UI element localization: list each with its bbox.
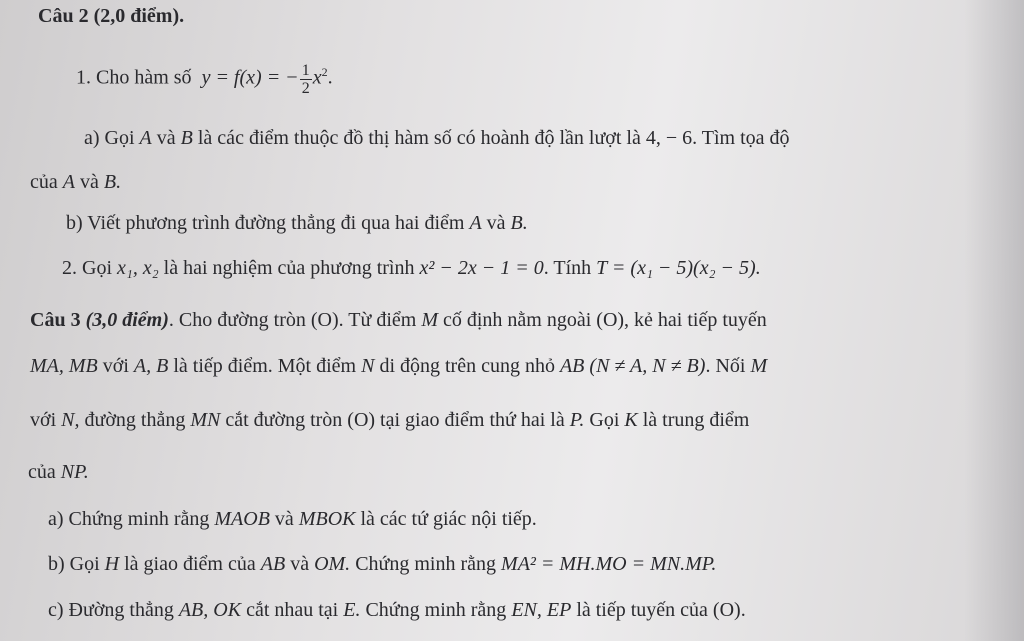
q2-part-1a-continuation: của A và B. xyxy=(30,171,122,193)
q3-part-c: c) Đường thẳng AB, OK cắt nhau tại E. Chứng minh rằng EN, EP là tiếp tuyến của (O). xyxy=(48,599,746,621)
page-edge-shadow xyxy=(964,0,1024,641)
question-3-line-2: MA, MB với A, B là tiếp điểm. Một điểm N di động trên cung nhỏ AB (N ≠ A, N ≠ B). Nối M xyxy=(30,355,768,377)
q2-part-1a: a) Gọi A và B là các điểm thuộc đồ thị hàm số có hoành độ lần lượt là 4, − 6. Tìm tọa độ xyxy=(84,127,790,149)
q2-part-1b: b) Viết phương trình đường thẳng đi qua hai điểm A và B. xyxy=(66,212,528,234)
q3-part-b: b) Gọi H là giao điểm của AB và OM. Chứng minh rằng MA² = MH.MO = MN.MP. xyxy=(48,553,717,575)
q2-part-1: 1. Cho hàm số y = f(x) = − $\frac{1}{2}$ $x^2$. xyxy=(76,61,333,97)
q2-part-2: 2. Gọi x₁, x₂ là hai nghiệm của phương trình x² − 2x − 1 = 0. Tính T = (x₁ − 5)(x₂ − 5). xyxy=(62,257,761,279)
fraction-one-half: $\frac{1}{2}$ xyxy=(301,61,310,97)
question-3-line-4: của NP. xyxy=(28,461,89,483)
question-3-intro: Câu 3 (3,0 điểm). Cho đường tròn (O). Từ điểm M cố định nằm ngoài (O), kẻ hai tiếp tuyến xyxy=(30,309,767,331)
q3-part-a: a) Chứng minh rằng MAOB và MBOK là các tứ giác nội tiếp. xyxy=(48,508,537,530)
question-3-line-3: với N, đường thẳng MN cắt đường tròn (O) tại giao điểm thứ hai là P. Gọi K là trung điểm xyxy=(30,409,750,431)
question-2-heading: Câu 2 (2,0 điểm). xyxy=(38,5,185,27)
